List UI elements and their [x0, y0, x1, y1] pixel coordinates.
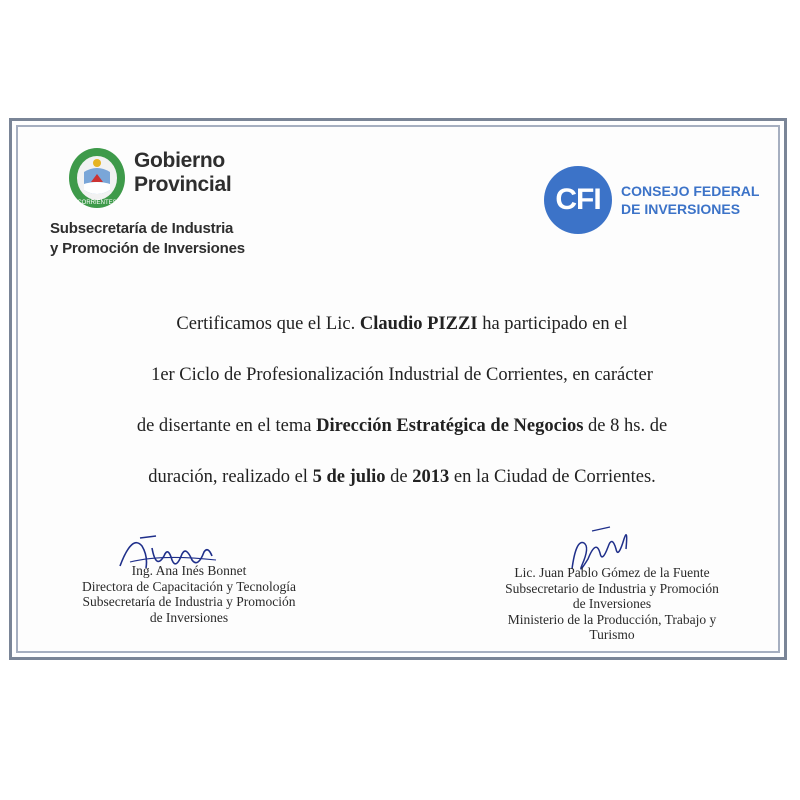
- right-signature-block: [464, 565, 760, 643]
- right-signer-title-2: de Inversiones: [572, 596, 652, 611]
- topic-title: Dirección Estratégica de Negocios: [316, 416, 584, 436]
- gov-sub-line2: y Promoción de Inversiones: [50, 240, 245, 257]
- body-line-2: 1er Ciclo de Profesionalización Industrial de Corrientes, en carácter: [151, 365, 653, 385]
- certificate-body: [52, 299, 752, 503]
- subsecretaria-name: [50, 219, 245, 259]
- cfi-line1: CONSEJO FEDERAL: [621, 183, 760, 199]
- left-signer-office: Subsecretaría de Industria y Promoción: [82, 594, 296, 609]
- cfi-logo-circle: CFI: [544, 166, 612, 234]
- gov-line1: Gobierno: [134, 149, 225, 172]
- body-line-4: duración, realizado el 5 de julio de 2013 en la Ciudad de Corrientes.: [148, 467, 656, 487]
- right-signer-ministry-2: Turismo: [589, 627, 635, 642]
- event-date: 5 de julio: [312, 467, 386, 487]
- right-signer-title: Subsecretario de Industria y Promoción: [505, 580, 719, 596]
- certificate-sheet: [9, 118, 787, 660]
- body-line-3: de disertante en el tema Dirección Estratégica de Negocios de 8 hs. de: [136, 416, 668, 436]
- gov-sub-line1: Subsecretaría de Industria: [50, 220, 234, 237]
- left-signature-block: [34, 563, 344, 625]
- cfi-logo-text: [621, 182, 759, 218]
- right-signer-ministry: Ministerio de la Producción, Trabajo y: [507, 611, 717, 627]
- svg-text:CORRIENTES: CORRIENTES: [77, 200, 117, 206]
- left-signer-title: Directora de Capacitación y Tecnología: [82, 578, 296, 594]
- left-signer-name: Ing. Ana Inés Bonnet: [131, 563, 247, 578]
- body-line-1: Certificamos que el Lic. Claudio PIZZI ha participado en el: [176, 314, 628, 334]
- gobierno-provincial-logo-text: [134, 149, 231, 197]
- gov-line2: Provincial: [134, 173, 232, 196]
- recipient-name: Claudio PIZZI: [359, 314, 478, 334]
- corrientes-coat-of-arms-icon: [67, 146, 127, 210]
- event-year: 2013: [412, 467, 450, 487]
- right-signer-name: Lic. Juan Pablo Gómez de la Fuente: [514, 565, 710, 580]
- left-signer-office-2: de Inversiones: [149, 609, 229, 625]
- cfi-line2: DE INVERSIONES: [621, 201, 741, 217]
